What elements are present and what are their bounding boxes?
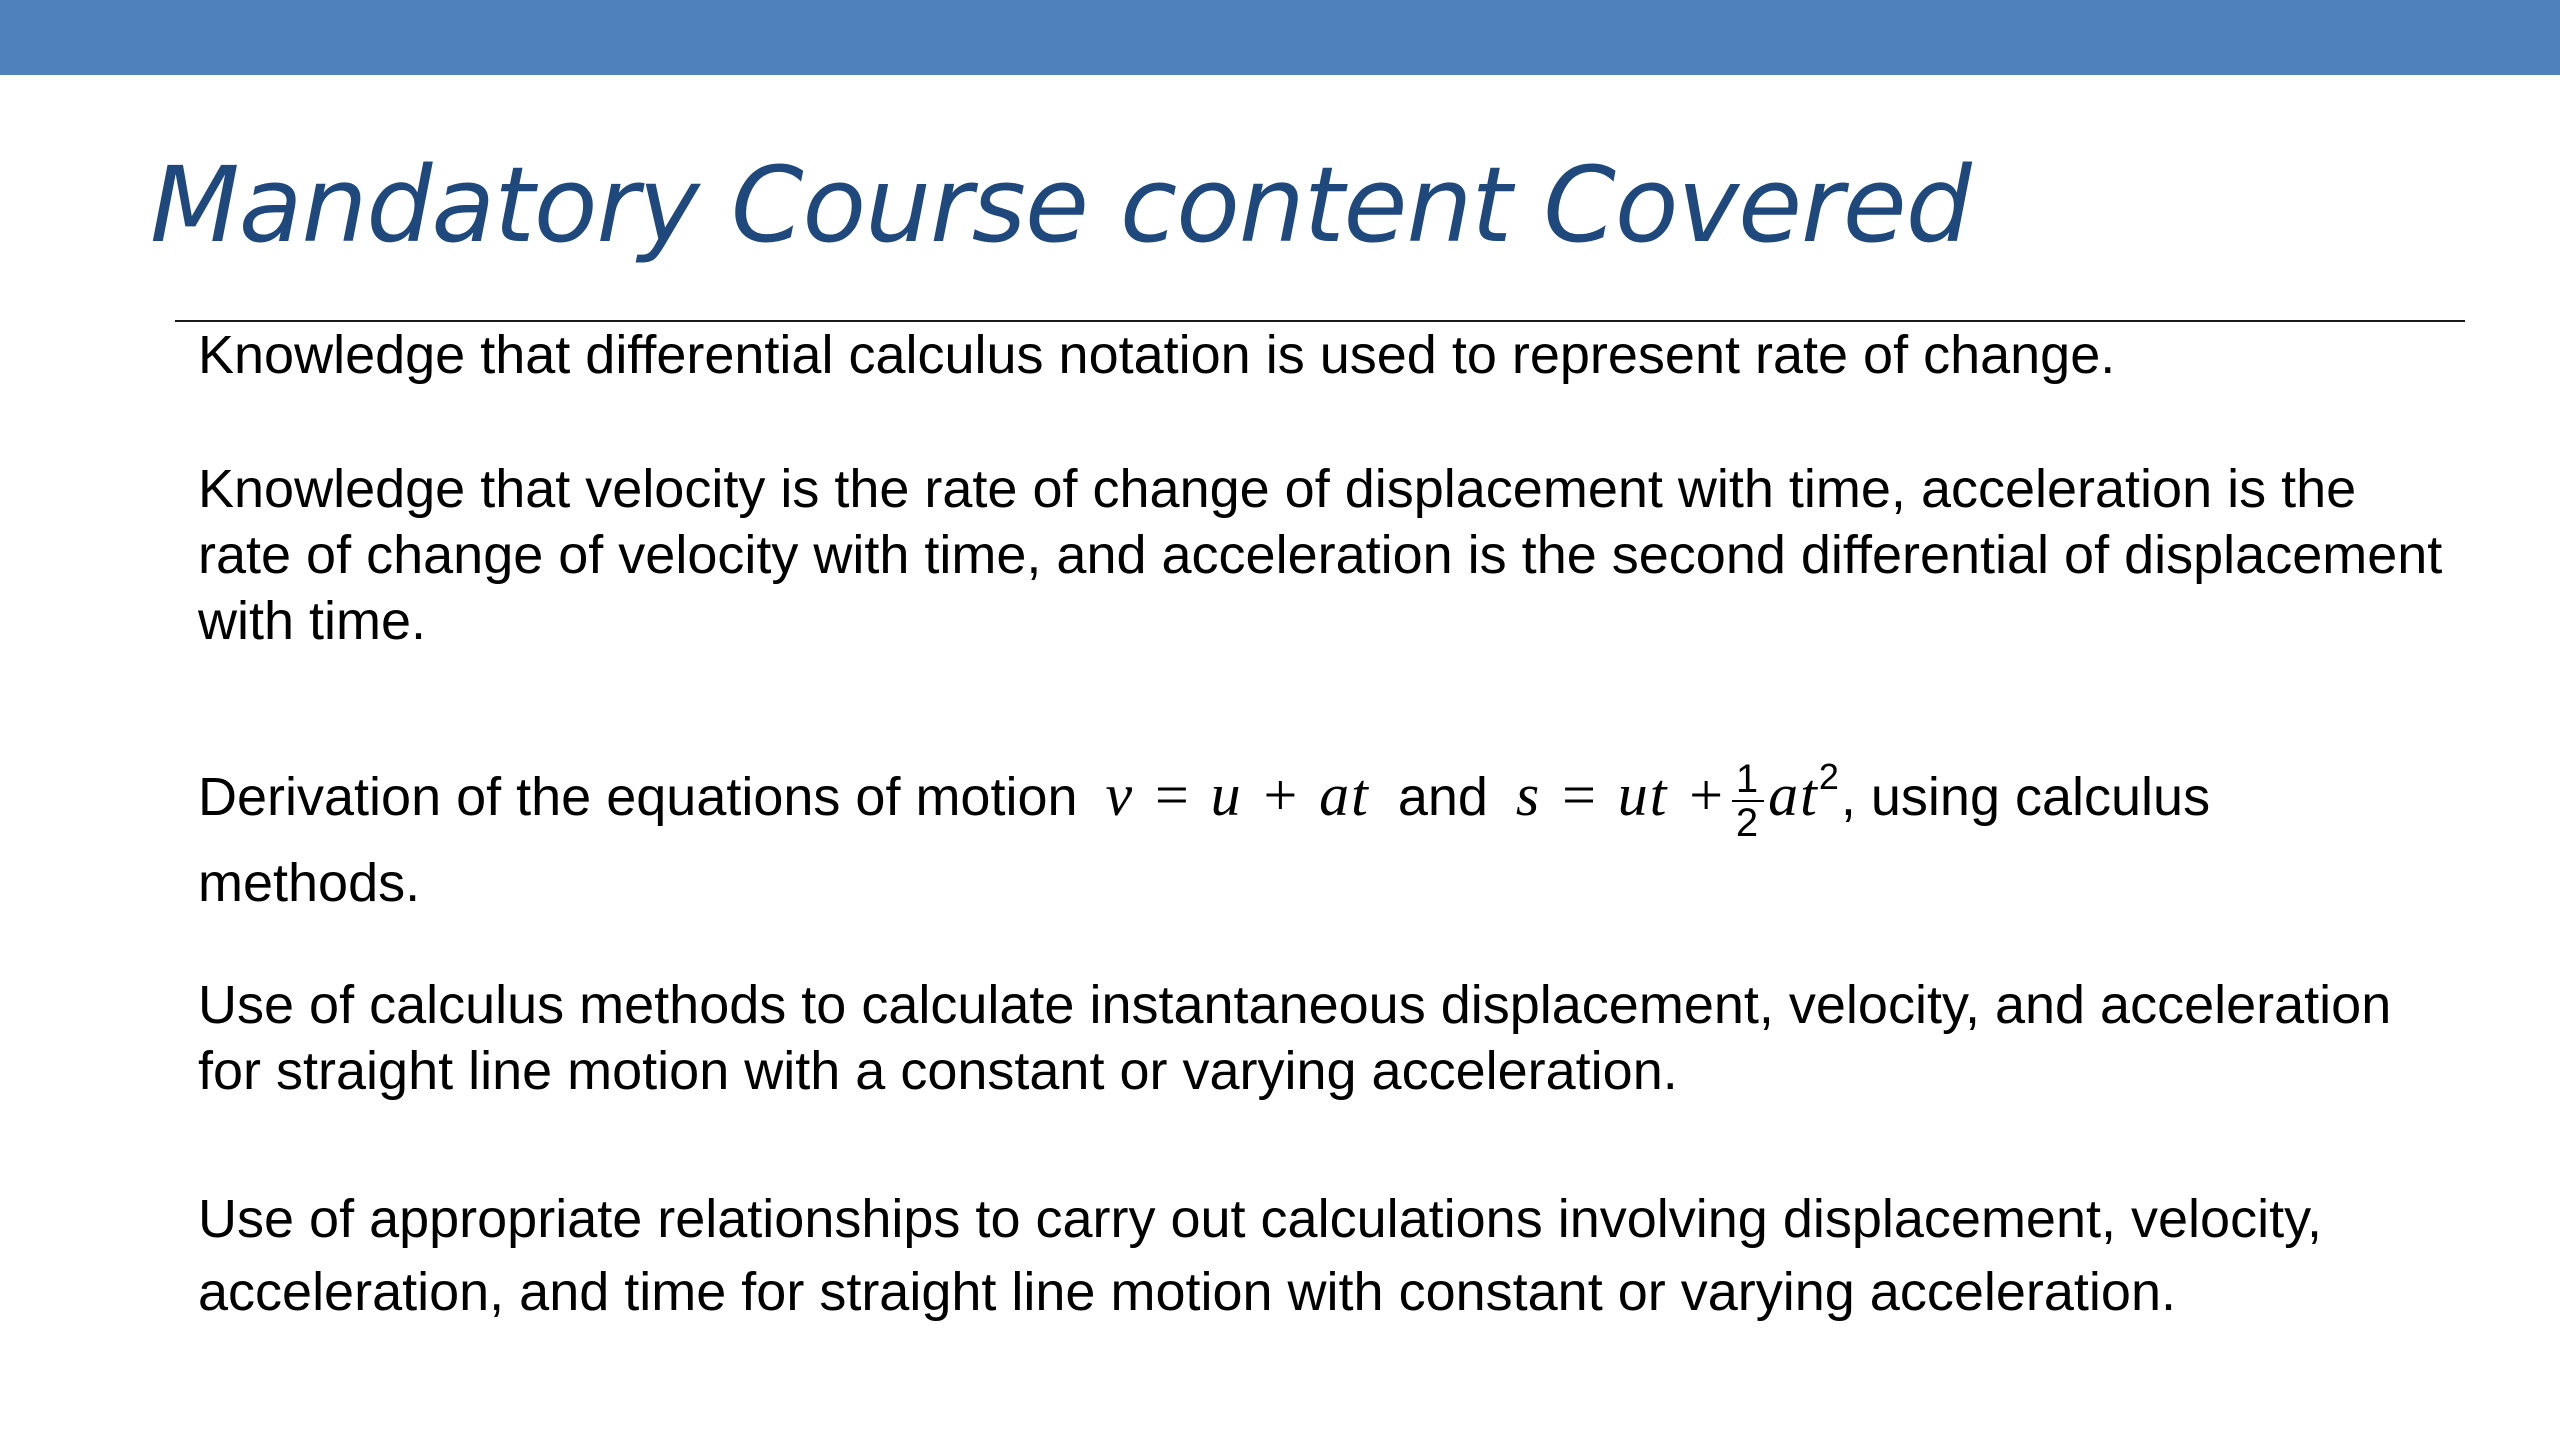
content-item-differential-notation: Knowledge that differential calculus notation is used to represent rate of change. bbox=[198, 325, 2116, 385]
methods-text: methods. bbox=[198, 853, 421, 913]
equation-s-ut bbox=[1515, 756, 1841, 846]
equation-s-lhs: s = ut + bbox=[1515, 762, 1728, 828]
equation-at-term: at bbox=[1768, 762, 1819, 828]
fraction-one-half bbox=[1732, 758, 1764, 844]
fraction-numerator: 1 bbox=[1732, 758, 1764, 802]
equations-line bbox=[198, 740, 2458, 850]
and-text: and bbox=[1397, 767, 1488, 827]
using-calculus-text: , using calculus bbox=[1840, 767, 2211, 827]
fraction-denominator: 2 bbox=[1735, 801, 1761, 846]
header-accent-bar bbox=[0, 0, 2560, 75]
derivation-text: Derivation of the equations of motion bbox=[198, 767, 1078, 827]
equation-v-u-at: v = u + at bbox=[1105, 762, 1370, 828]
slide-title: Mandatory Course content Covered bbox=[150, 144, 1971, 266]
content-item-equations-of-motion bbox=[198, 740, 2458, 916]
content-item-velocity-acceleration: Knowledge that velocity is the rate of change of displacement with time, acceleration is the rate of change of velocity with time, and acceleration is the second differential of displacement with time. bbox=[198, 459, 2443, 651]
exponent-two: 2 bbox=[1818, 756, 1841, 797]
content-item-instantaneous-calculation: Use of calculus methods to calculate instantaneous displacement, velocity, and acceleration for straight line motion with a constant or varying acceleration. bbox=[198, 975, 2392, 1101]
content-item-appropriate-relationships: Use of appropriate relationships to carry out calculations involving displacement, velocity, acceleration, and time for straight line motion with constant or varying acceleration. bbox=[198, 1189, 2323, 1322]
